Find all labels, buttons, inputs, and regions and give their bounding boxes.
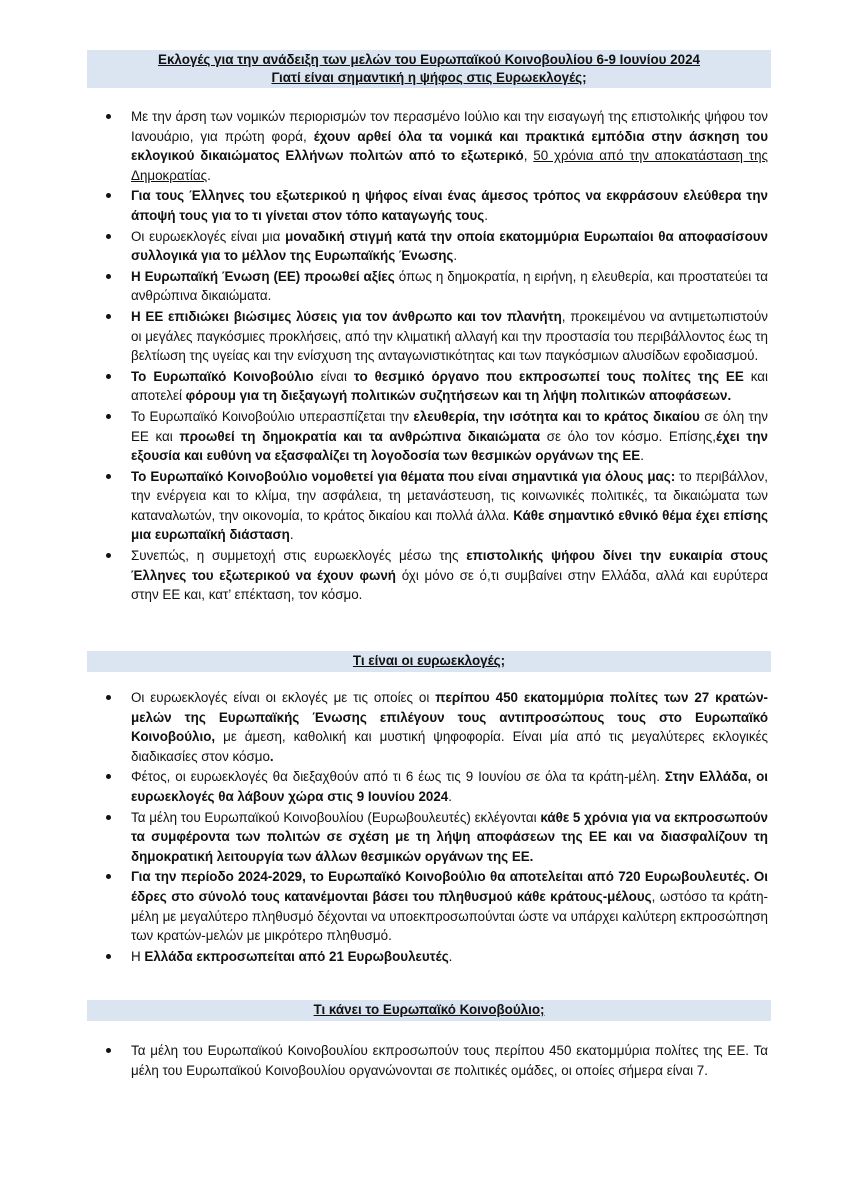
bullet-text-segment: Ελλάδα εκπροσωπείται από 21 Ευρωβουλευτές <box>144 948 449 964</box>
bullet-text-segment: φόρουμ για τη διεξαγωγή πολιτικών συζητήσεων και τη λήψη πολιτικών αποφάσεων. <box>185 388 732 404</box>
bullet-text-segment: Η <box>131 948 145 964</box>
section2-title: Τι είναι οι ευρωεκλογές; <box>352 653 506 668</box>
bullet-text-segment: με άμεση, καθολική και μυστική ψηφοφορία. Είναι μία από τις μεγαλύτερες εκλογικές διαδικασίες στον κόσμο <box>131 729 768 764</box>
bullet-text-segment: σε όλο τον κόσμο. Επίσης, <box>540 428 716 444</box>
bullet-dot-icon <box>106 553 111 558</box>
bullet-text-segment: , προκειμένου να αντιμετωπιστούν οι μεγάλες παγκόσμιες προκλήσεις, από την κλιματική αλλαγή και την προστασία του περιβάλλοντος έως τη βελτίωση της υγείας και την ενίσχυση της ανταγωνιστικότητας και των παγκόσμιων αλυσίδων εφοδιασμού. <box>131 308 768 364</box>
bullet-text-segment: . <box>453 248 458 264</box>
bullet-text-segment: όπως η δημοκρατία, η ειρήνη, η ελευθερία, και προστατεύει τα ανθρώπινα δικαιώματα. <box>131 268 769 304</box>
bullet-text-segment: Το Ευρωπαϊκό Κοινοβούλιο υπερασπίζεται την <box>131 408 414 424</box>
bullet-text-segment: . <box>448 948 453 964</box>
section3-title: Τι κάνει το Ευρωπαϊκό Κοινοβούλιο; <box>313 1002 545 1017</box>
bullet-text-segment: Το Ευρωπαϊκό Κοινοβούλιο <box>131 368 314 384</box>
section3-heading <box>87 1000 771 1021</box>
bullet-item <box>131 467 768 545</box>
bullet-text-segment: Φέτος, οι ευρωεκλογές θα διεξαχθούν από τι 6 έως τις 9 Ιουνίου σε όλα τα κράτη-μέλη. <box>131 769 665 785</box>
bullet-item <box>131 867 768 945</box>
bullet-text-segment: . <box>207 167 211 183</box>
bullet-text-segment: , ωστόσο τα κράτη-μέλη με μεγαλύτερο πληθυσμό δέχονται να υποεκπροσωπούνται ώστε να υπάρχει καλύτερη εκπροσώπηση των κρατών-μελών με μικρότερο πληθυσμό. <box>131 888 768 944</box>
bullet-text-segment: όχι μόνο σε ό,τι συμβαίνει στην Ελλάδα, αλλά και ευρύτερα στην ΕΕ και, κατ’ επέκταση, τον κόσμο. <box>131 567 768 603</box>
bullet-text-segment: κάθε 5 χρόνια για να εκπροσωπούν τα συμφέροντα των πολιτών σε σχέση με τη λήψη αποφάσεων της ΕΕ και να διασφαλίζουν τη δημοκρατική λειτουργία των άλλων θεσμικών οργάνων της ΕΕ. <box>131 809 769 864</box>
bullet-text-segment: Με την άρση των νομικών περιορισμών τον περασμένο Ιούλιο και την εισαγωγή της επιστολικής ψήφου τον Ιανουάριο, για πρώτη φορά, <box>131 109 768 144</box>
section1-title: Γιατί είναι σημαντική η ψήφος στις Ευρωεκλογές; <box>271 69 587 85</box>
bullet-text-segment: περίπου 450 εκατομμύρια πολίτες των 27 κρατών-μελών της Ευρωπαϊκής Ένωσης επιλέγουν τους αντιπροσώπους τους στο Ευρωπαϊκό Κοινοβούλιο, <box>131 690 768 745</box>
bullet-item <box>131 267 768 306</box>
bullet-dot-icon <box>106 374 111 379</box>
bullet-text-segment: Οι ευρωεκλογές είναι μια <box>131 228 286 244</box>
bullet-dot-icon <box>106 815 111 820</box>
section1-heading <box>87 50 771 88</box>
bullet-text-segment: είναι <box>313 368 354 384</box>
bullet-dot-icon <box>106 114 111 119</box>
bullet-dot-icon <box>106 1048 111 1053</box>
bullet-item <box>131 947 768 967</box>
bullet-item <box>131 688 768 766</box>
bullet-dot-icon <box>106 414 111 419</box>
bullet-item <box>131 1041 768 1080</box>
bullet-item <box>131 227 768 266</box>
bullet-dot-icon <box>106 274 111 279</box>
section2-heading <box>87 651 771 672</box>
bullet-text-segment: . <box>269 748 274 764</box>
section1-bullet-list <box>0 107 849 606</box>
bullet-text-segment: , <box>523 148 534 164</box>
bullet-text-segment: και αποτελεί <box>131 368 768 404</box>
bullet-text-segment: Για την περίοδο 2024-2029, το Ευρωπαϊκό Κοινοβούλιο θα αποτελείται από 720 Ευρωβουλευτές. Οι έδρες στο σύνολό τους κατανέμονται βάσει του πληθυσμού κάθε κράτους-μέλους <box>131 869 768 904</box>
bullet-dot-icon <box>106 234 111 239</box>
bullet-text-segment: . <box>484 207 488 223</box>
bullet-item <box>131 186 768 225</box>
bullet-text-segment: Κάθε σημαντικό εθνικό θέμα έχει επίσης μια ευρωπαϊκή διάσταση <box>131 507 769 543</box>
bullet-text-segment: Για τους Έλληνες του εξωτερικού η ψήφος είναι ένας άμεσος τρόπος να εκφράσουν ελεύθερα την άποψή τους για το τι γίνεται στον τόπο καταγωγής τους <box>131 188 768 223</box>
bullet-dot-icon <box>106 954 111 959</box>
bullet-text-segment: Συνεπώς, η συμμετοχή στις ευρωεκλογές μέσω της <box>131 548 467 564</box>
bullet-item <box>131 367 768 406</box>
bullet-item <box>131 767 768 806</box>
bullet-item <box>131 307 768 366</box>
bullet-dot-icon <box>106 474 111 479</box>
bullet-dot-icon <box>106 314 111 319</box>
bullet-text-segment: σε όλη την ΕΕ και <box>131 408 768 444</box>
bullet-text-segment: 50 χρόνια από την αποκατάσταση της Δημοκρατίας <box>131 148 768 183</box>
bullet-text-segment: Το Ευρωπαϊκό Κοινοβούλιο νομοθετεί για θέματα που είναι σημαντικά για όλους μας: <box>131 468 676 484</box>
bullet-text-segment: Στην Ελλάδα, οι ευρωεκλογές θα λάβουν χώρα στις 9 Ιουνίου 2024 <box>131 769 769 804</box>
bullet-text-segment: Η Ευρωπαϊκή Ένωση (ΕΕ) προωθεί αξίες <box>131 268 395 284</box>
bullet-item <box>131 808 768 867</box>
bullet-item <box>131 107 768 185</box>
bullet-text-segment: Τα μέλη του Ευρωπαϊκού Κοινοβουλίου (Ευρωβουλευτές) εκλέγονται <box>131 809 541 825</box>
bullet-text-segment: Οι ευρωεκλογές είναι οι εκλογές με τις οποίες οι <box>131 690 436 705</box>
section2-bullet-list <box>0 688 849 967</box>
bullet-text-segment: μοναδική στιγμή κατά την οποία εκατομμύρια Ευρωπαίοι θα αποφασίσουν συλλογικά για το μέλλον της Ευρωπαϊκής Ένωσης <box>131 228 768 264</box>
bullet-text-segment: ελευθερία, την ισότητα και το κράτος δικαίου <box>413 408 700 424</box>
bullet-text-segment: έχουν αρθεί όλα τα νομικά και πρακτικά εμπόδια στην άσκηση του εκλογικού δικαιώματος Ελλήνων πολιτών από το εξωτερικό <box>131 128 768 164</box>
bullet-item <box>131 407 768 466</box>
bullet-text-segment: . <box>289 527 294 543</box>
bullet-text-segment: προωθεί τη δημοκρατία και τα ανθρώπινα δικαιώματα <box>179 428 541 444</box>
bullet-text-segment: Τα μέλη του Ευρωπαϊκού Κοινοβουλίου εκπροσωπούν τους περίπου 450 εκατομμύρια πολίτες της ΕΕ. Τα μέλη του Ευρωπαϊκού Κοινοβουλίου οργανώνονται σε πολιτικές ομάδες, οι οποίες σήμερα είναι 7. <box>131 1043 768 1078</box>
bullet-dot-icon <box>106 695 111 700</box>
bullet-text-segment: το θεσμικό όργανο που εκπροσωπεί τους πολίτες της ΕΕ <box>353 368 744 384</box>
bullet-text-segment: επιστολικής ψήφου δίνει την ευκαιρία στους Έλληνες του εξωτερικού να έχουν φωνή <box>131 548 768 583</box>
bullet-text-segment: Η ΕΕ επιδιώκει βιώσιμες λύσεις για τον άνθρωπο και τον πλανήτη <box>131 308 562 324</box>
bullet-text-segment: το περιβάλλον, την ενέργεια και το κλίμα, την ασφάλεια, τη μετανάστευση, τις κοινωνικές πολιτικές, τα δικαιώματα των καταναλωτών, την οικονομία, το κράτος δικαίου και πολλά άλλα. <box>131 468 768 523</box>
bullet-dot-icon <box>106 193 111 198</box>
bullet-text-segment: . <box>448 788 452 804</box>
bullet-item <box>131 546 768 605</box>
bullet-dot-icon <box>106 774 111 779</box>
document-title: Εκλογές για την ανάδειξη των μελών του Ευρωπαϊκού Κοινοβουλίου 6-9 Ιουνίου 2024 <box>158 52 700 67</box>
bullet-text-segment: έχει την εξουσία και ευθύνη να εξασφαλίζει τη λογοδοσία των θεσμικών οργάνων της ΕΕ <box>131 428 768 464</box>
bullet-dot-icon <box>106 874 111 879</box>
section3-bullet-list <box>0 1041 849 1081</box>
bullet-text-segment: . <box>640 448 644 464</box>
